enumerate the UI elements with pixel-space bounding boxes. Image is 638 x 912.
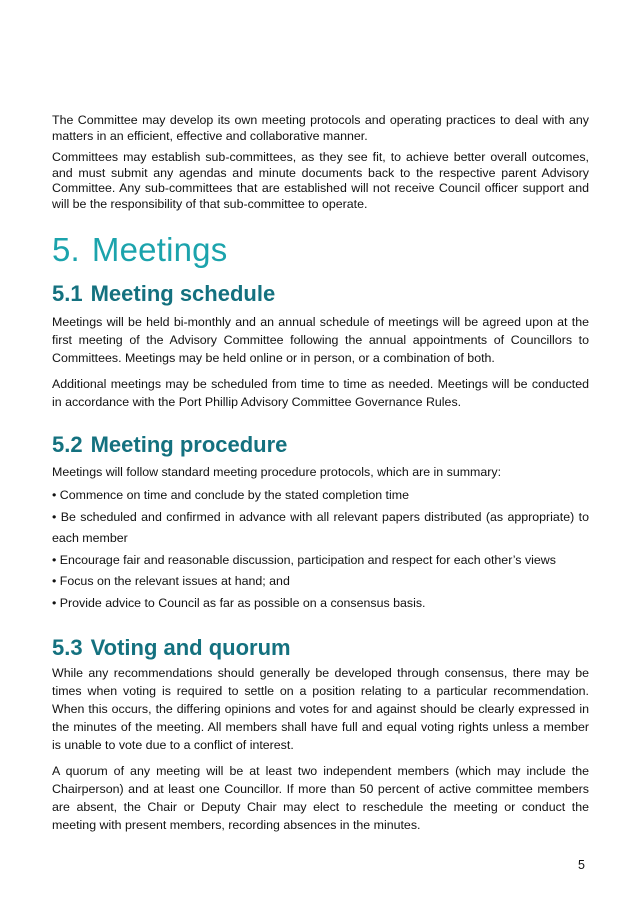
bullet-item: • Be scheduled and confirmed in advance with all relevant papers distributed (as appropriate) to each member — [52, 509, 589, 545]
body-paragraph: Additional meetings may be scheduled from time to time as needed. Meetings will be conducted in accordance with the Port Phillip Advisory Committee Governance Rules. — [52, 377, 589, 409]
bullet-list — [52, 485, 589, 614]
meeting-procedure-body — [52, 463, 589, 614]
page-number: 5 — [578, 858, 585, 872]
body-paragraph: Meetings will be held bi-monthly and an annual schedule of meetings will be agreed upon at the first meeting of the Advisory Committee following the annual appointments of Councillors to Committees. Meetings may be held online or in person, or a combination of both. — [52, 315, 589, 365]
body-paragraph: Meetings will follow standard meeting procedure protocols, which are in summary: — [52, 465, 502, 479]
subsection-title: Meeting schedule — [90, 281, 276, 306]
intro-paragraph: The Committee may develop its own meeting protocols and operating practices to deal with any matters in an efficient, effective and collaborative manner. — [52, 113, 589, 143]
document-page — [52, 113, 589, 834]
bullet-item: • Encourage fair and reasonable discussion, participation and respect for each other’s views — [52, 552, 556, 567]
subsection-heading-meeting-procedure — [52, 431, 589, 459]
subsection-number: 5.1 — [52, 281, 83, 306]
voting-and-quorum-body — [52, 664, 589, 834]
subsection-title: Voting and quorum — [90, 635, 291, 660]
intro-paragraph: Committees may establish sub-committees, as they see fit, to achieve better overall outcomes, and must submit any agendas and minute documents back to the respective parent Advisory Committee. Any sub-committees that are established will not receive Council officer support and will be the responsibility of that sub-committee to operate. — [52, 150, 589, 211]
intro-block — [52, 113, 589, 212]
subsection-number: 5.2 — [52, 432, 83, 457]
meeting-schedule-body — [52, 313, 589, 411]
bullet-item: • Focus on the relevant issues at hand; and — [52, 574, 290, 588]
subsection-title: Meeting procedure — [90, 432, 288, 457]
subsection-heading-voting-and-quorum — [52, 634, 589, 662]
section-number: 5. — [52, 231, 80, 268]
body-paragraph: While any recommendations should generally be developed through consensus, there may be times when voting is required to settle on a position relating to a particular recommendation. When this occurs, the differing opinions and votes for and against should be clearly expressed in the minutes of the meeting. All members shall have full and equal voting rights unless a member is unable to vote due to a conflict of interest. — [52, 666, 589, 752]
subsection-number: 5.3 — [52, 635, 83, 660]
bullet-item: • Commence on time and conclude by the stated completion time — [52, 488, 409, 502]
bullet-item: • Provide advice to Council as far as possible on a consensus basis. — [52, 595, 426, 610]
subsection-heading-meeting-schedule — [52, 280, 589, 308]
body-paragraph: A quorum of any meeting will be at least two independent members (which may include the Chairperson) and at least one Councillor. If more than 50 percent of active committee members are absent, the Chair or Deputy Chair may elect to reschedule the meeting or conduct the meeting with present members, recording absences in the minutes. — [52, 764, 589, 832]
section-heading-meetings — [52, 230, 589, 270]
section-title: Meetings — [91, 231, 228, 268]
